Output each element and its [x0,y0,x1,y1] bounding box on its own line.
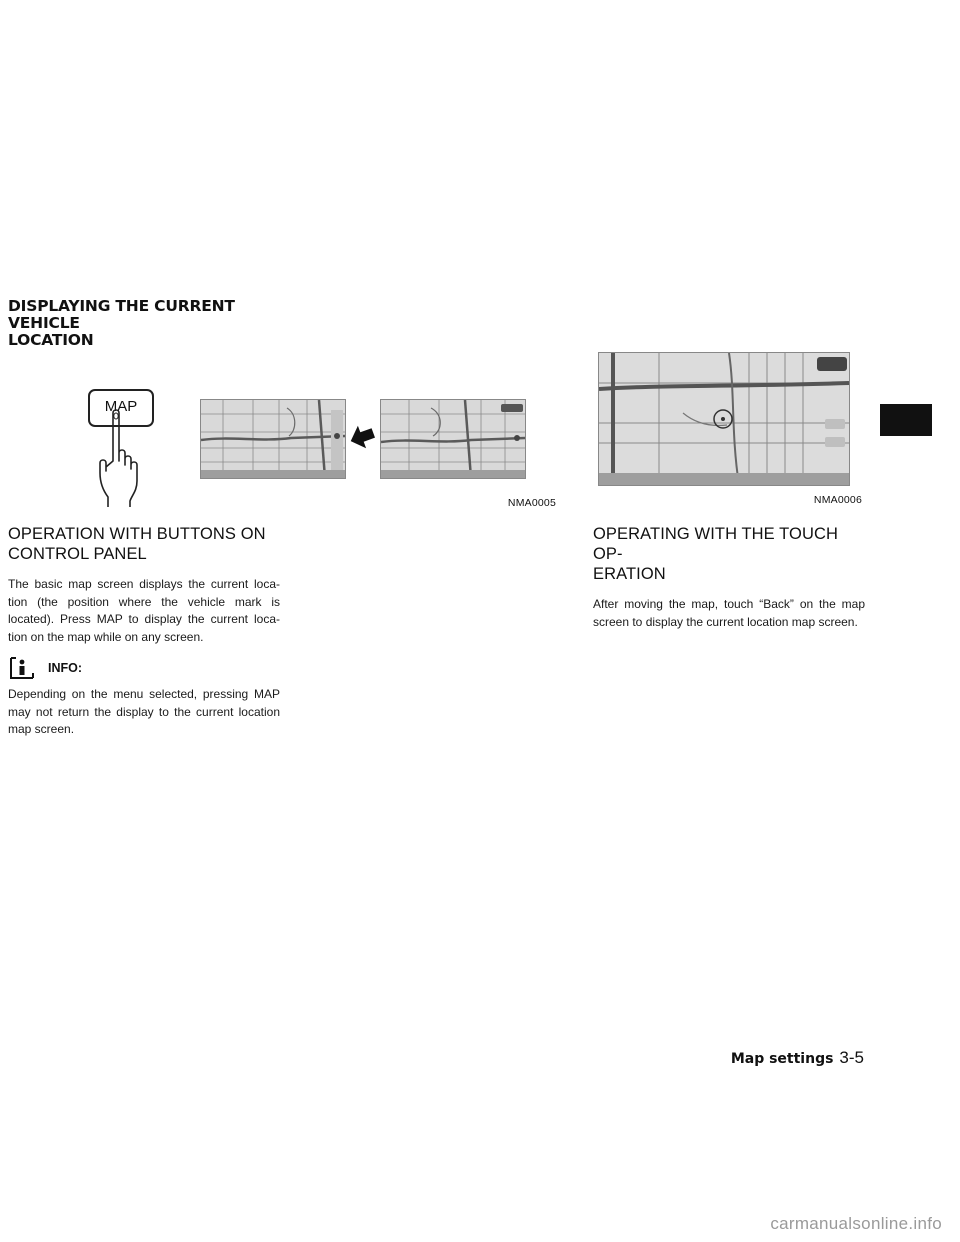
subheading-line-2: ERATION [593,565,666,583]
map-screen-after [380,399,526,479]
figure-caption: NMA0005 [507,497,556,509]
arrow-left-icon [348,423,376,451]
page-number: 3-5 [839,1048,864,1067]
watermark: carmanualsonline.info [770,1214,942,1233]
body-paragraph: After moving the map, touch “Back” on the map screen to display the current location map screen. [593,597,865,629]
subheading [593,524,865,584]
footer-section-title: Map settings [730,1051,834,1067]
info-label: INFO: [48,661,83,675]
info-paragraph: Depending on the menu selected, pressing MAP may not return the display to the current location map screen. [8,687,280,736]
figure-map-button [86,385,560,510]
pointing-hand-icon [86,407,156,507]
right-column [593,524,865,631]
subheading-line-1: OPERATION WITH BUTTONS ON [8,525,266,543]
map-screen-before [200,399,346,479]
section-heading-line-2: LOCATION [8,331,94,349]
chapter-thumb-tab [880,404,932,436]
subheading [8,524,280,564]
body-paragraph: The basic map screen displays the current loca-tion (the position where the vehicle mark is located). Press MAP to display the current loca-tion on the map while on any screen. [8,577,280,644]
figure-caption: NMA0006 [813,494,862,506]
figure-touch-map [598,352,866,508]
map-button-label: MAP [104,398,138,415]
subheading-line-1: OPERATING WITH THE TOUCH OP- [593,525,839,563]
section-heading-line-1: DISPLAYING THE CURRENT VEHICLE [8,297,235,332]
map-screen-touch [598,352,850,486]
info-icon [8,655,36,681]
info-block [8,655,280,681]
left-column [8,524,280,739]
section-heading [8,298,308,349]
page-footer [731,1048,864,1068]
subheading-line-2: CONTROL PANEL [8,545,147,563]
